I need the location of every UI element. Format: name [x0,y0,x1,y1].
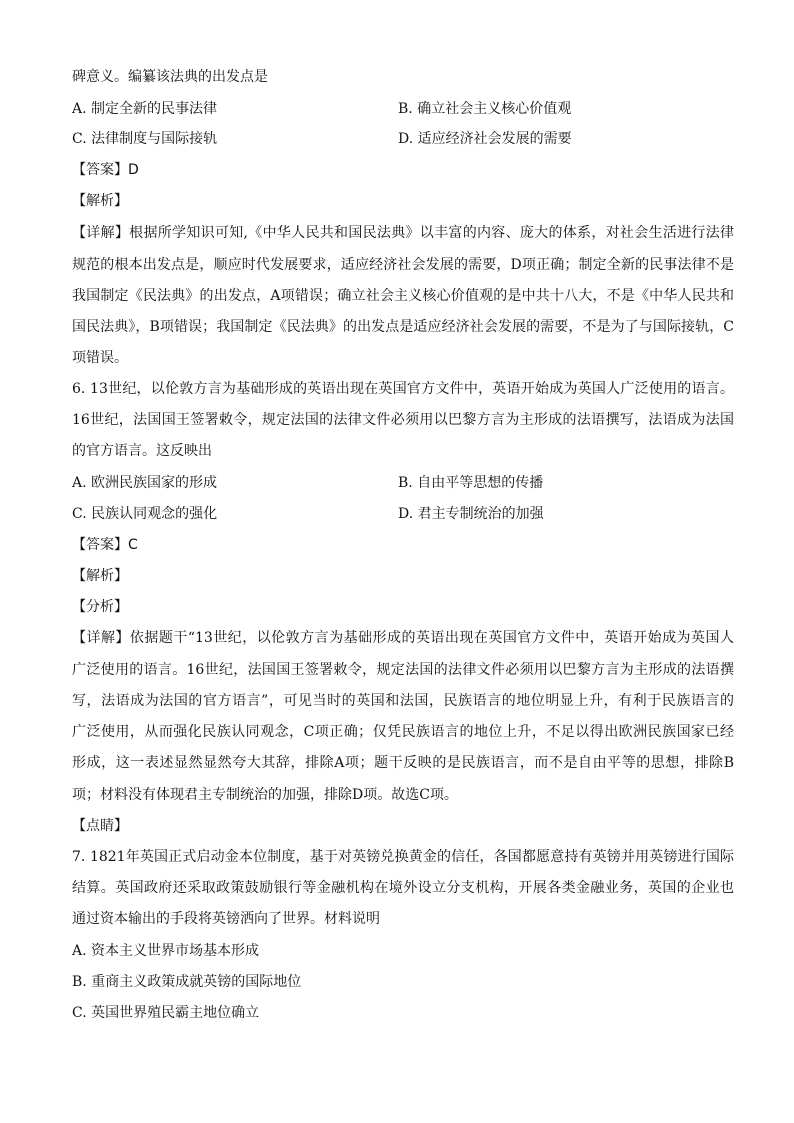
q6-dianjing-label: 【点睛】 [72,818,128,834]
q7-option-b: B. 重商主义政策成就英镑的国际地位 [72,974,302,990]
q6-answer: 【答案】C [72,537,138,553]
q5-detail-line: 我国制定《民法典》的出发点，A项错误；确立社会主义核心价值观的是中共十八大，不是《中华人民共和 [72,288,734,304]
q5-detail-line: 国民法典》，B项错误；我国制定《民法典》的出发点是适应经济社会发展的需要，不是为了与国际接轨，C [72,319,734,335]
q7-stem-line: 通过资本输出的手段将英镑洒向了世界。材料说明 [72,911,380,927]
q6-detail-line: 形成，这一表述显然显然夸大其辞，排除A项；题干反映的是民族语言，而不是自由平等的思想，排除B [72,755,734,771]
q5-option-d: D. 适应经济社会发展的需要 [398,131,572,147]
q5-detail-line: 项错误。 [72,350,128,366]
q7-option-a: A. 资本主义世界市场基本形成 [72,943,260,959]
q6-detail-line: 写，法语成为法国的官方语言”，可见当时的英国和法国，民族语言的地位明显上升，有利于民族语言的 [72,693,734,709]
q6-stem-line: 6. 13世纪，以伦敦方言为基础形成的英语出现在英国官方文件中，英语开始成为英国人广泛使用的语言。 [72,381,734,397]
q5-option-b: B. 确立社会主义核心价值观 [398,101,572,117]
q6-stem-line: 16世纪，法国国王签署敕令，规定法国的法律文件必须用以巴黎方言为主形成的法语撰写，法语成为法国 [72,412,734,428]
q6-detail-line: 广泛使用，从而强化民族认同观念，C项正确；仅凭民族语言的地位上升，不足以得出欧洲民族国家已经 [72,724,734,740]
q6-option-a: A. 欧洲民族国家的形成 [72,475,218,491]
q5-answer: 【答案】D [72,162,139,178]
q5-option-a: A. 制定全新的民事法律 [72,101,218,117]
q5-detail-line: 规范的根本出发点是，顺应时代发展要求，适应经济社会发展的需要，D项正确；制定全新的民事法律不是 [72,257,734,273]
q7-stem-line: 7. 1821年英国正式启动金本位制度，基于对英镑兑换黄金的信任，各国都愿意持有英镑并用英镑进行国际 [72,849,734,865]
q5-stem-tail: 碑意义。编纂该法典的出发点是 [72,69,268,85]
q5-analysis-label: 【解析】 [72,193,128,209]
q5-detail-line: 【详解】根据所学知识可知,《中华人民共和国民法典》以丰富的内容、庞大的体系，对社会生活进行法律 [72,225,734,241]
q5-option-c: C. 法律制度与国际接轨 [72,131,218,147]
q7-stem-line: 结算。英国政府还采取政策鼓励银行等金融机构在境外设立分支机构，开展各类金融业务，英国的企业也 [72,880,734,896]
q6-fenxi-label: 【分析】 [72,599,128,615]
q7-option-c: C. 英国世界殖民霸主地位确立 [72,1005,260,1021]
q6-stem-line: 的官方语言。这反映出 [72,443,212,459]
q6-option-b: B. 自由平等思想的传播 [398,475,544,491]
q6-detail-line: 【详解】依据题干“13世纪，以伦敦方言为基础形成的英语出现在英国官方文件中，英语开始成为英国人 [72,630,734,646]
q6-detail-line: 广泛使用的语言。16世纪，法国国王签署敕令，规定法国的法律文件必须用以巴黎方言为主形成的法语撰 [72,662,734,678]
q6-analysis-label: 【解析】 [72,568,128,584]
q6-option-c: C. 民族认同观念的强化 [72,506,218,522]
q6-option-d: D. 君主专制统治的加强 [398,506,544,522]
q6-detail-line: 项；材料没有体现君主专制统治的加强，排除D项。故选C项。 [72,787,458,803]
